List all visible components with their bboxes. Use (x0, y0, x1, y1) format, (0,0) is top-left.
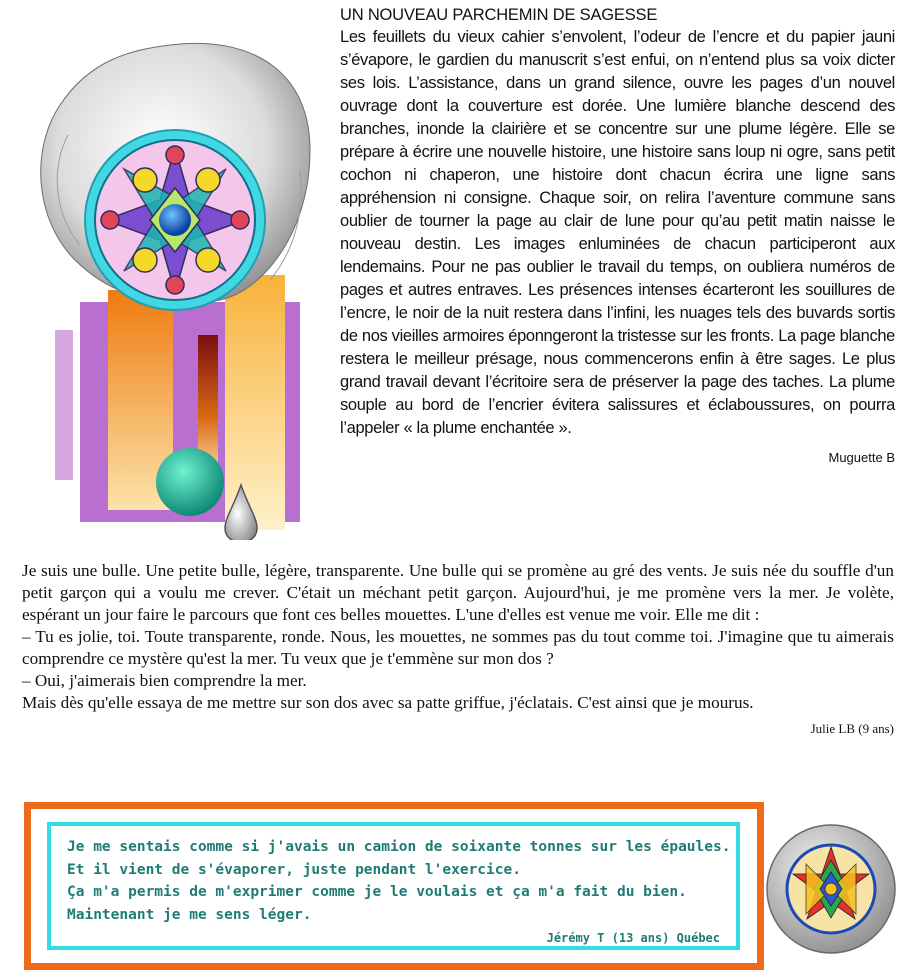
bulle-story (22, 560, 894, 737)
story-paragraph: – Tu es jolie, toi. Toute transparente, ronde. Nous, les mouettes, ne sommes pas du tout comme toi. J'imagine que tu aimerais comprendre ce mystère qu'est la mer. Tu veux que je t'emmène sur mon dos ? (22, 627, 894, 668)
story-author: Julie LB (9 ans) (810, 721, 894, 736)
testimonial-author: Jérémy T (13 ans) Québec (546, 931, 720, 945)
testimonial-line: Ça m'a permis de m'exprimer comme je le voulais et ça m'a fait du bien. (67, 884, 687, 900)
testimonial-line: Je me sentais comme si j'avais un camion de soixante tonnes sur les épaules. (67, 839, 731, 855)
testimonial-frame (24, 802, 764, 970)
testimonial-box (47, 822, 740, 950)
testimonial-line: Maintenant je me sens léger. (67, 906, 312, 923)
article-author: Muguette B (828, 450, 895, 465)
article-text: Les feuillets du vieux cahier s’envolent, l’odeur de l’encre et du papier jauni s’évapore, le gardien du manuscrit s’est enfui, on n’entend plus sa voix dicter ses lois. L’assistance, dans un grand silence, ouvre les pages d’un nouvel ouvrage dont la couverture est dorée. Une lumière blanche descend des branches, inonde la clairière et se concentre sur une plume légère. Elle se prépare à écrire une nouvelle histoire, une histoire sans loup ni ogre, sans petit cochon ni chaperon, une histoire dont chacun écrira une ligne sans appréhension ni consigne. Chaque soir, on relira l’aventure commune sans oublier de tourner la page au clair de lune pour qu’au petit matin naisse le nouveau destin. Les images enluminées de chacun participeront aux lendemains. Pour ne pas oublier le travail du temps, on oubliera numéros de pages et autres entraves. Les présences intenses écarteront les souillures de l’encre, le noir de la nuit restera dans l’infini, les nuages tels des buvards sortis de nos vieilles armoires éponngeront la tristesse sur les fronts. La page blanche restera le meilleur présage, nous commencerons enfin à être sages. Le plus grand travail devant l’écritoire sera de préserver la page des taches. La plume souple au bord de l’encrier évitera salissures et éclaboussures, on pourra l’appeler « la plume enchantée ». (340, 28, 895, 437)
parchemin-article (340, 4, 895, 465)
story-paragraph: Mais dès qu'elle essaya de me mettre sur son dos avec sa patte griffue, j'éclatais. C'est ainsi que je mourus. (22, 693, 754, 712)
mandala-illustration (20, 30, 330, 540)
story-paragraph: – Oui, j'aimerais bien comprendre la mer. (22, 671, 307, 690)
star-medallion-icon (764, 812, 899, 967)
story-paragraph: Je suis une bulle. Une petite bulle, légère, transparente. Une bulle qui se promène au gré des vents. Je suis née du souffle d'un petit garçon qui a voulu me crever. C'était un méchant petit garçon. Aujourd'hui, je me promène vers la mer. Je volète, espérant un jour faire le parcours que font ces belles mouettes. L'une d'elles est venue me voir. Elle me dit : (22, 561, 894, 624)
article-title: UN NOUVEAU PARCHEMIN DE SAGESSE (340, 6, 658, 24)
testimonial-line: Et il vient de s'évaporer, juste pendant l'exercice. (67, 861, 521, 878)
